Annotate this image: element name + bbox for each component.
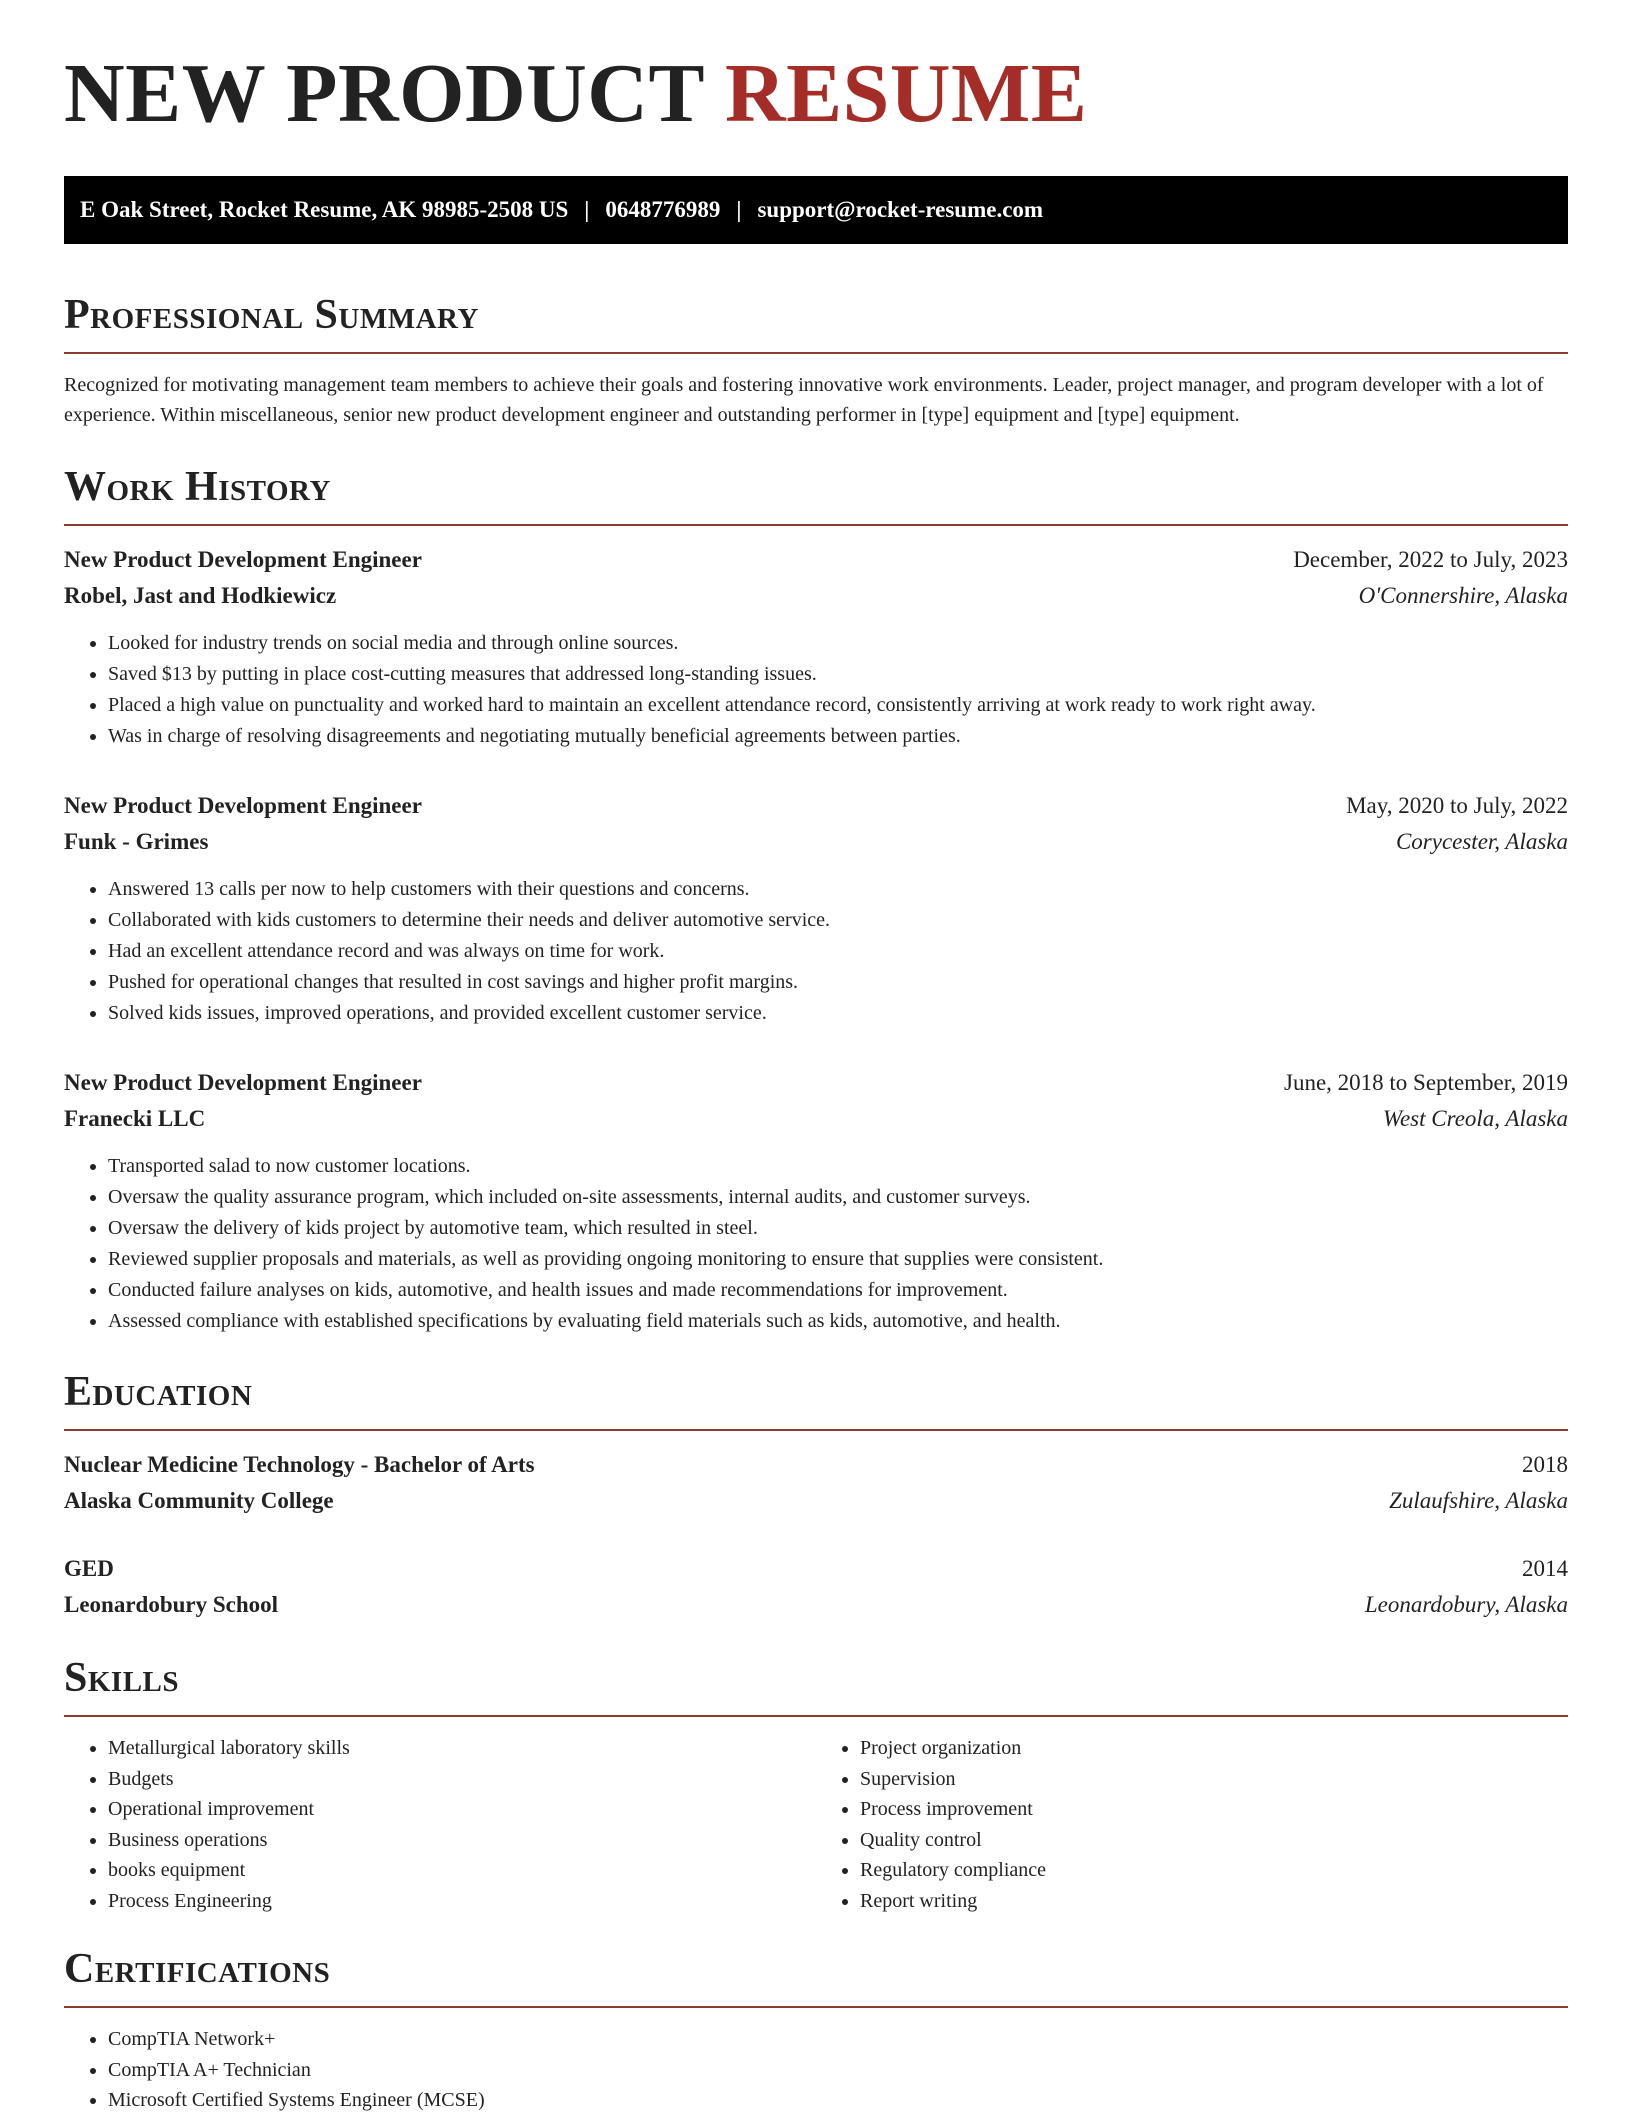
job-entry bbox=[64, 542, 1568, 752]
certifications-section bbox=[64, 1948, 1568, 2116]
skill-item: • Quality control bbox=[860, 1825, 1568, 1856]
education-year: 2018 bbox=[1522, 1452, 1568, 1477]
job-bullet: • Oversaw the delivery of kids project by automotive team, which resulted in steel. bbox=[108, 1213, 1568, 1244]
certification-item: • Microsoft Certified Systems Engineer (MCSE) bbox=[108, 2085, 1568, 2116]
skills-column-right bbox=[816, 1733, 1568, 1916]
section-divider bbox=[64, 524, 1568, 526]
job-bullets bbox=[64, 874, 1568, 1029]
section-title-certifications: Certifications bbox=[64, 1946, 331, 1992]
skill-item: • books equipment bbox=[108, 1855, 816, 1886]
section-title-work: Work History bbox=[64, 464, 331, 510]
section-divider bbox=[64, 1429, 1568, 1431]
contact-phone: 0648776989 bbox=[605, 197, 721, 222]
skill-item: • Operational improvement bbox=[108, 1794, 816, 1825]
job-bullet: • Looked for industry trends on social media and through online sources. bbox=[108, 628, 1568, 659]
contact-email: support@rocket-resume.com bbox=[757, 197, 1044, 222]
job-location: O'Connershire, Alaska bbox=[1358, 583, 1568, 608]
education-degree: Nuclear Medicine Technology - Bachelor of Arts bbox=[64, 1452, 535, 1477]
contact-bar bbox=[64, 176, 1568, 244]
job-role: New Product Development Engineer bbox=[64, 1070, 422, 1095]
section-title-summary: Professional Summary bbox=[64, 292, 479, 338]
certification-item: • CompTIA A+ Technician bbox=[108, 2055, 1568, 2086]
job-bullet: • Had an excellent attendance record and was always on time for work. bbox=[108, 936, 1568, 967]
skill-item: • Report writing bbox=[860, 1886, 1568, 1917]
job-bullet: • Solved kids issues, improved operations, and provided excellent customer service. bbox=[108, 998, 1568, 1029]
job-bullets bbox=[64, 628, 1568, 752]
job-location: Corycester, Alaska bbox=[1395, 829, 1568, 854]
job-bullet: • Assessed compliance with established specifications by evaluating field materials such as kids, automotive, and health. bbox=[108, 1306, 1568, 1337]
section-title-education: Education bbox=[64, 1369, 253, 1415]
job-company: Funk - Grimes bbox=[64, 829, 209, 854]
education-school: Alaska Community College bbox=[64, 1488, 334, 1513]
certification-list bbox=[64, 2024, 1568, 2116]
skill-item: • Process Engineering bbox=[108, 1886, 816, 1917]
education-year: 2014 bbox=[1522, 1556, 1568, 1581]
education-entry bbox=[64, 1447, 1568, 1519]
education-location: Leonardobury, Alaska bbox=[1364, 1592, 1568, 1617]
education-school: Leonardobury School bbox=[64, 1592, 279, 1617]
contact-address: E Oak Street, Rocket Resume, AK 98985-2508 US bbox=[80, 197, 569, 222]
job-bullet: • Saved $13 by putting in place cost-cutting measures that addressed long-standing issues. bbox=[108, 659, 1568, 690]
job-location: West Creola, Alaska bbox=[1382, 1106, 1568, 1131]
skill-item: • Project organization bbox=[860, 1733, 1568, 1764]
skills-grid bbox=[64, 1733, 1568, 1916]
job-bullet: • Collaborated with kids customers to determine their needs and deliver automotive service. bbox=[108, 905, 1568, 936]
job-bullet: • Reviewed supplier proposals and materials, as well as providing ongoing monitoring to ensure that supplies were consistent. bbox=[108, 1244, 1568, 1275]
job-dates: June, 2018 to September, 2019 bbox=[1284, 1070, 1568, 1095]
job-company: Franecki LLC bbox=[64, 1106, 206, 1131]
skill-item: • Budgets bbox=[108, 1764, 816, 1795]
job-bullet: • Pushed for operational changes that resulted in cost savings and higher profit margins. bbox=[108, 967, 1568, 998]
job-bullet: • Was in charge of resolving disagreements and negotiating mutually beneficial agreements between parties. bbox=[108, 721, 1568, 752]
contact-separator: | bbox=[584, 197, 590, 222]
job-dates: May, 2020 to July, 2022 bbox=[1346, 793, 1568, 818]
skills-column-left bbox=[64, 1733, 816, 1916]
job-dates: December, 2022 to July, 2023 bbox=[1293, 547, 1568, 572]
job-entry bbox=[64, 788, 1568, 1029]
skill-item: • Supervision bbox=[860, 1764, 1568, 1795]
job-bullet: • Placed a high value on punctuality and worked hard to maintain an excellent attendance record, consistently arriving at work ready to work right away. bbox=[108, 690, 1568, 721]
skill-item: • Regulatory compliance bbox=[860, 1855, 1568, 1886]
job-bullet: • Answered 13 calls per now to help customers with their questions and concerns. bbox=[108, 874, 1568, 905]
job-role: New Product Development Engineer bbox=[64, 793, 422, 818]
section-divider bbox=[64, 352, 1568, 354]
section-title-skills: Skills bbox=[64, 1655, 180, 1701]
job-entry bbox=[64, 1065, 1568, 1337]
section-divider bbox=[64, 2006, 1568, 2008]
skill-item: • Process improvement bbox=[860, 1794, 1568, 1825]
title-accent: RESUME bbox=[724, 47, 1088, 140]
skills-section bbox=[64, 1657, 1568, 1916]
education-degree: GED bbox=[64, 1556, 114, 1581]
skill-item: • Metallurgical laboratory skills bbox=[108, 1733, 816, 1764]
education-entry bbox=[64, 1551, 1568, 1623]
job-company: Robel, Jast and Hodkiewicz bbox=[64, 583, 337, 608]
title-main: NEW PRODUCT bbox=[64, 47, 704, 140]
job-bullet: • Conducted failure analyses on kids, automotive, and health issues and made recommendations for improvement. bbox=[108, 1275, 1568, 1306]
resume-title bbox=[64, 0, 1568, 140]
section-divider bbox=[64, 1715, 1568, 1717]
contact-separator: | bbox=[736, 197, 742, 222]
certification-item: • CompTIA Network+ bbox=[108, 2024, 1568, 2055]
job-bullet: • Transported salad to now customer locations. bbox=[108, 1151, 1568, 1182]
education-section bbox=[64, 1371, 1568, 1623]
education-location: Zulaufshire, Alaska bbox=[1389, 1488, 1568, 1513]
job-bullets bbox=[64, 1151, 1568, 1337]
summary-text: Recognized for motivating management team members to achieve their goals and fostering innovative work environments. Leader, project manager, and program developer with a lot of experience. Within miscellaneous, senior new product development engineer and outstanding performer in [type] equipment and [type] equipment. bbox=[64, 374, 1544, 426]
work-section bbox=[64, 466, 1568, 1337]
skill-item: • Business operations bbox=[108, 1825, 816, 1856]
summary-section bbox=[64, 294, 1568, 430]
job-bullet: • Oversaw the quality assurance program, which included on-site assessments, internal audits, and customer surveys. bbox=[108, 1182, 1568, 1213]
job-role: New Product Development Engineer bbox=[64, 547, 422, 572]
